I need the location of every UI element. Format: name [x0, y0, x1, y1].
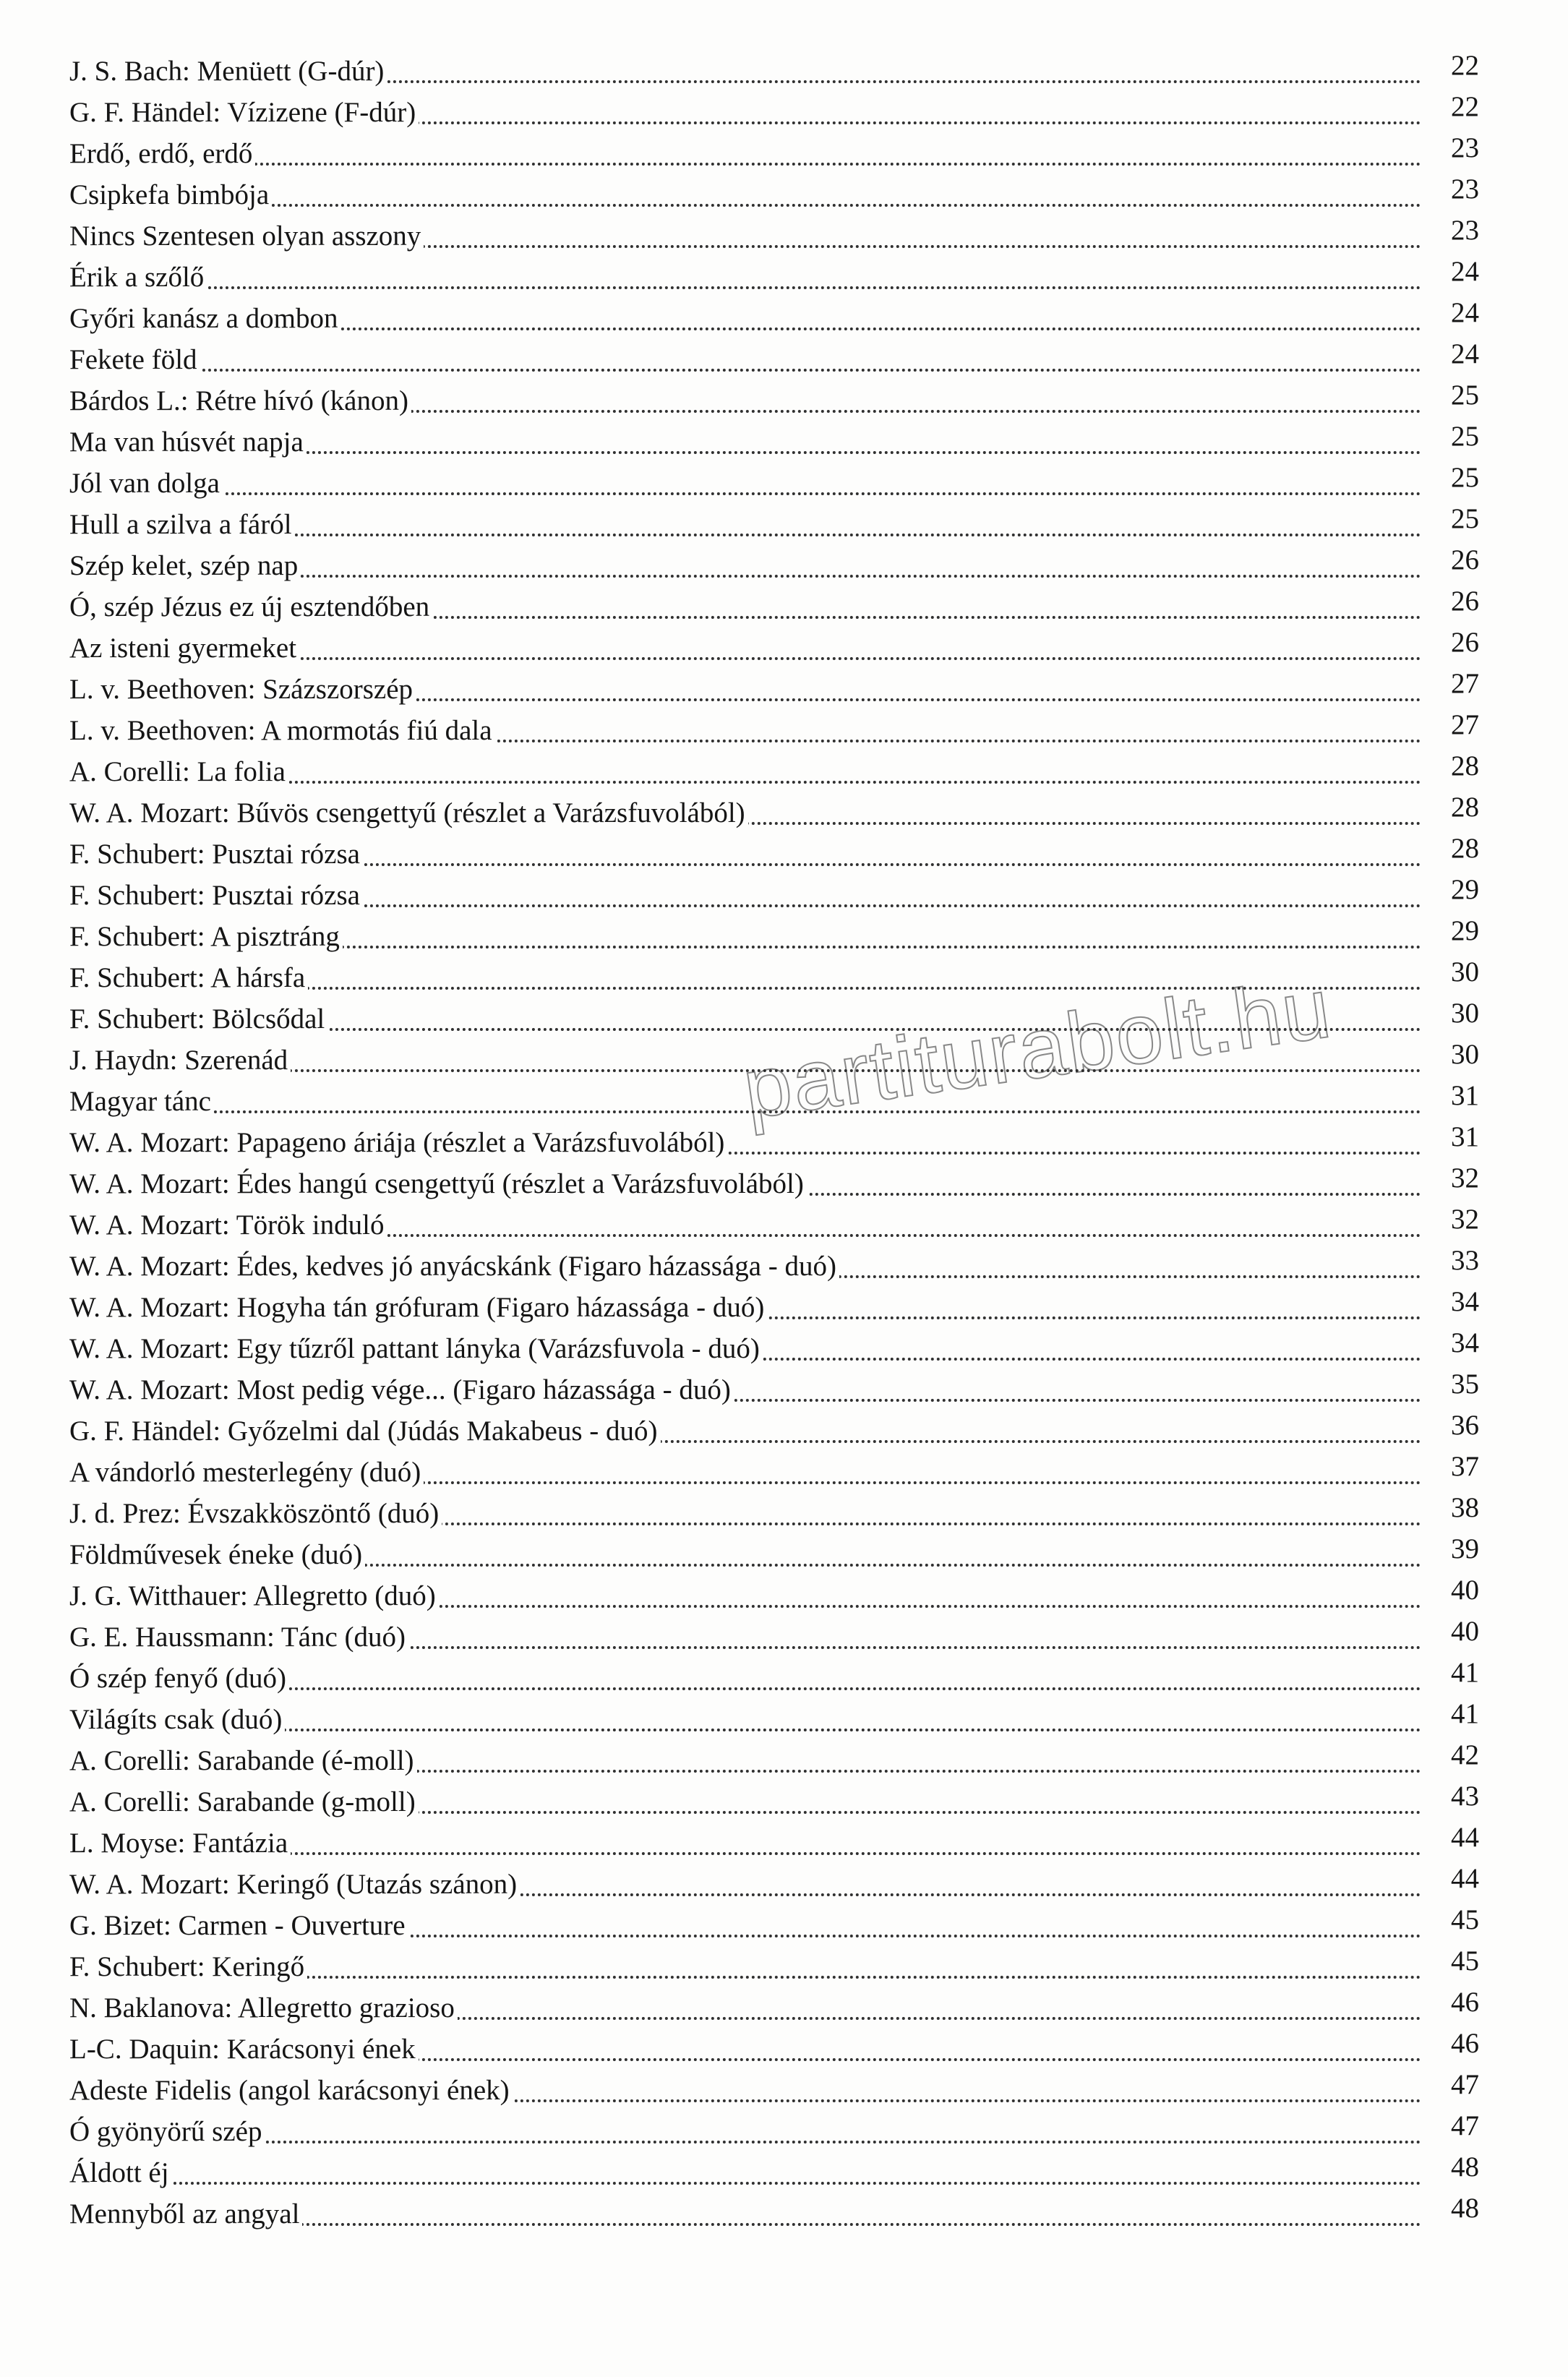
- toc-entry-page-number: 25: [1424, 498, 1479, 539]
- toc-entry-page-number: 23: [1424, 210, 1479, 251]
- toc-entry: [69, 628, 1479, 669]
- toc-entry-title: J. d. Prez: Évszakköszöntő (duó): [69, 1493, 442, 1534]
- toc-entry-page-number: 25: [1424, 457, 1479, 498]
- toc-entry: [69, 751, 1479, 792]
- toc-entry-title: L. v. Beethoven: Százszorszép: [69, 669, 416, 710]
- toc-entry: [69, 298, 1479, 339]
- toc-entry-page-number: 22: [1424, 86, 1479, 127]
- toc-entry-page-number: 26: [1424, 581, 1479, 622]
- toc-entry: [69, 1987, 1479, 2029]
- toc-entry-page-number: 45: [1424, 1899, 1479, 1940]
- toc-entry-title: Magyar tánc: [69, 1081, 214, 1122]
- toc-entry-page-number: 24: [1424, 251, 1479, 292]
- toc-entry-page-number: 23: [1424, 127, 1479, 168]
- toc-entry: [69, 1864, 1479, 1905]
- toc-entry-page-number: 44: [1424, 1858, 1479, 1899]
- toc-entry-page-number: 25: [1424, 416, 1479, 457]
- toc-entry: [69, 133, 1479, 174]
- toc-entry-page-number: 34: [1424, 1281, 1479, 1322]
- toc-entry: [69, 2193, 1479, 2235]
- toc-entry-title: G. Bizet: Carmen - Ouverture: [69, 1905, 408, 1946]
- toc-entry-title: G. F. Händel: Győzelmi dal (Júdás Makabeus - duó): [69, 1410, 661, 1452]
- toc-entry: [69, 2111, 1479, 2152]
- dot-leader: [69, 286, 1421, 289]
- toc-entry-title: W. A. Mozart: Egy tűzről pattant lányka (Varázsfuvola - duó): [69, 1328, 763, 1369]
- toc-entry-title: A. Corelli: Sarabande (g-moll): [69, 1781, 419, 1823]
- toc-entry-title: Fekete föld: [69, 339, 200, 380]
- toc-entry-title: J. Haydn: Szerenád: [69, 1040, 291, 1081]
- toc-entry-title: Áldott éj: [69, 2152, 172, 2193]
- toc-entry: [69, 463, 1479, 504]
- toc-entry-title: F. Schubert: Bölcsődal: [69, 998, 327, 1040]
- toc-entry: [69, 504, 1479, 545]
- dot-leader: [69, 204, 1421, 207]
- toc-entry-page-number: 30: [1424, 993, 1479, 1034]
- toc-entry-page-number: 36: [1424, 1405, 1479, 1446]
- toc-entry-title: A. Corelli: Sarabande (é-moll): [69, 1740, 417, 1781]
- toc-entry-title: W. A. Mozart: Hogyha tán grófuram (Figaro házassága - duó): [69, 1287, 767, 1328]
- toc-entry-title: Ó gyönyörű szép: [69, 2111, 265, 2152]
- toc-entry-title: Világíts csak (duó): [69, 1699, 285, 1740]
- toc-entry-title: L. v. Beethoven: A mormotás fiú dala: [69, 710, 495, 751]
- toc-entry-page-number: 46: [1424, 1982, 1479, 2023]
- toc-entry-title: J. S. Bach: Menüett (G-dúr): [69, 51, 387, 92]
- toc-entry-page-number: 24: [1424, 333, 1479, 374]
- toc-entry: [69, 1699, 1479, 1740]
- toc-entry-page-number: 41: [1424, 1652, 1479, 1693]
- toc-entry-title: W. A. Mozart: Édes, kedves jó anyácskánk (Figaro házassága - duó): [69, 1246, 839, 1287]
- toc-entry-page-number: 27: [1424, 663, 1479, 704]
- toc-entry-page-number: 42: [1424, 1734, 1479, 1776]
- toc-entry-title: Ma van húsvét napja: [69, 421, 307, 463]
- toc-entry: [69, 586, 1479, 628]
- table-of-contents: [69, 51, 1479, 2235]
- toc-entry: [69, 1204, 1479, 1246]
- toc-entry-page-number: 30: [1424, 951, 1479, 993]
- toc-entry-page-number: 34: [1424, 1322, 1479, 1363]
- toc-entry-page-number: 29: [1424, 910, 1479, 951]
- toc-entry-page-number: 27: [1424, 704, 1479, 745]
- toc-entry-page-number: 26: [1424, 539, 1479, 581]
- toc-entry-title: W. A. Mozart: Bűvös csengettyű (részlet a Varázsfuvolából): [69, 792, 748, 834]
- toc-entry: [69, 710, 1479, 751]
- toc-entry: [69, 1658, 1479, 1699]
- toc-entry-page-number: 37: [1424, 1446, 1479, 1487]
- toc-entry-title: Mennyből az angyal: [69, 2193, 302, 2235]
- toc-entry: [69, 669, 1479, 710]
- toc-entry-page-number: 38: [1424, 1487, 1479, 1528]
- toc-entry-page-number: 33: [1424, 1240, 1479, 1281]
- toc-entry-page-number: 47: [1424, 2064, 1479, 2105]
- toc-entry-title: F. Schubert: Pusztai rózsa: [69, 834, 363, 875]
- toc-entry-title: Hull a szilva a fáról: [69, 504, 295, 545]
- toc-entry: [69, 1823, 1479, 1864]
- toc-entry: [69, 1369, 1479, 1410]
- toc-entry: [69, 1534, 1479, 1575]
- toc-entry-page-number: 32: [1424, 1199, 1479, 1240]
- dot-leader: [69, 1110, 1421, 1113]
- watermark-text: partiturabolt.hu: [737, 959, 1337, 1137]
- toc-entry-page-number: 40: [1424, 1611, 1479, 1652]
- toc-entry-page-number: 30: [1424, 1034, 1479, 1075]
- toc-entry: [69, 545, 1479, 586]
- toc-entry-page-number: 28: [1424, 787, 1479, 828]
- toc-entry-title: Győri kanász a dombon: [69, 298, 341, 339]
- toc-entry: [69, 1946, 1479, 1987]
- dot-leader: [69, 492, 1421, 495]
- toc-entry-title: A. Corelli: La folia: [69, 751, 288, 792]
- dot-leader: [69, 369, 1421, 372]
- toc-entry: [69, 1905, 1479, 1946]
- toc-entry: [69, 339, 1479, 380]
- toc-entry: [69, 1575, 1479, 1616]
- toc-entry-page-number: 28: [1424, 828, 1479, 869]
- toc-entry-page-number: 31: [1424, 1075, 1479, 1116]
- toc-entry: [69, 1163, 1479, 1204]
- toc-entry-page-number: 44: [1424, 1817, 1479, 1858]
- toc-entry: [69, 1328, 1479, 1369]
- toc-entry-title: F. Schubert: Keringő: [69, 1946, 307, 1987]
- toc-entry: [69, 834, 1479, 875]
- toc-entry-page-number: 22: [1424, 45, 1479, 86]
- toc-entry-title: N. Baklanova: Allegretto grazioso: [69, 1987, 458, 2029]
- toc-entry: [69, 2070, 1479, 2111]
- toc-entry-page-number: 39: [1424, 1528, 1479, 1569]
- toc-entry-title: Erdő, erdő, erdő: [69, 133, 255, 174]
- toc-entry-title: Szép kelet, szép nap: [69, 545, 301, 586]
- toc-entry: [69, 257, 1479, 298]
- toc-entry: [69, 2152, 1479, 2193]
- toc-entry-title: F. Schubert: A pisztráng: [69, 916, 343, 957]
- toc-entry-title: Földművesek éneke (duó): [69, 1534, 365, 1575]
- toc-entry: [69, 2029, 1479, 2070]
- toc-entry-page-number: 32: [1424, 1157, 1479, 1199]
- toc-entry: [69, 215, 1479, 257]
- toc-entry-title: W. A. Mozart: Most pedig vége... (Figaro házassága - duó): [69, 1369, 734, 1410]
- toc-entry-title: Csipkefa bimbója: [69, 174, 272, 215]
- toc-entry-page-number: 47: [1424, 2105, 1479, 2146]
- toc-entry-page-number: 43: [1424, 1776, 1479, 1817]
- toc-entry-page-number: 46: [1424, 2023, 1479, 2064]
- toc-entry: [69, 174, 1479, 215]
- toc-entry-title: Bárdos L.: Rétre hívó (kánon): [69, 380, 411, 421]
- toc-entry-page-number: 29: [1424, 869, 1479, 910]
- toc-entry-title: Nincs Szentesen olyan asszony: [69, 215, 424, 257]
- toc-entry-title: Adeste Fidelis (angol karácsonyi ének): [69, 2070, 513, 2111]
- toc-entry: [69, 792, 1479, 834]
- toc-entry: [69, 92, 1479, 133]
- toc-entry: [69, 1781, 1479, 1823]
- toc-entry-title: Az isteni gyermeket: [69, 628, 299, 669]
- toc-entry: [69, 1287, 1479, 1328]
- toc-entry-page-number: 28: [1424, 745, 1479, 787]
- toc-entry: [69, 998, 1479, 1040]
- toc-entry-title: Érik a szőlő: [69, 257, 207, 298]
- toc-entry: [69, 1493, 1479, 1534]
- toc-entry-title: W. A. Mozart: Keringő (Utazás szánon): [69, 1864, 520, 1905]
- toc-entry: [69, 1452, 1479, 1493]
- dot-leader: [69, 2141, 1421, 2143]
- toc-entry-page-number: 40: [1424, 1569, 1479, 1611]
- toc-entry-page-number: 48: [1424, 2188, 1479, 2229]
- toc-entry-page-number: 26: [1424, 622, 1479, 663]
- toc-entry: [69, 380, 1479, 421]
- toc-entry: [69, 875, 1479, 916]
- toc-entry-title: W. A. Mozart: Török induló: [69, 1204, 387, 1246]
- toc-entry-title: J. G. Witthauer: Allegretto (duó): [69, 1575, 439, 1616]
- toc-entry-title: L. Moyse: Fantázia: [69, 1823, 291, 1864]
- toc-entry-title: W. A. Mozart: Édes hangú csengettyű (részlet a Varázsfuvolából): [69, 1163, 807, 1204]
- toc-entry-title: F. Schubert: A hársfa: [69, 957, 308, 998]
- toc-entry-title: A vándorló mesterlegény (duó): [69, 1452, 424, 1493]
- toc-entry-title: Ó szép fenyő (duó): [69, 1658, 289, 1699]
- toc-entry-page-number: 31: [1424, 1116, 1479, 1157]
- toc-entry-title: L-C. Daquin: Karácsonyi ének: [69, 2029, 419, 2070]
- toc-entry: [69, 51, 1479, 92]
- toc-entry-title: Jól van dolga: [69, 463, 223, 504]
- toc-entry: [69, 916, 1479, 957]
- toc-entry: [69, 421, 1479, 463]
- toc-entry-title: Ó, szép Jézus ez új esztendőben: [69, 586, 432, 628]
- toc-entry: [69, 1616, 1479, 1658]
- toc-entry: [69, 1122, 1479, 1163]
- toc-entry: [69, 1081, 1479, 1122]
- toc-entry: [69, 1740, 1479, 1781]
- toc-entry-page-number: 45: [1424, 1940, 1479, 1982]
- toc-entry-title: G. F. Händel: Vízizene (F-dúr): [69, 92, 419, 133]
- toc-entry-title: W. A. Mozart: Papageno áriája (részlet a Varázsfuvolából): [69, 1122, 727, 1163]
- toc-entry: [69, 1246, 1479, 1287]
- dot-leader: [69, 163, 1421, 166]
- toc-entry-page-number: 41: [1424, 1693, 1479, 1734]
- toc-entry-title: G. E. Haussmann: Tánc (duó): [69, 1616, 408, 1658]
- toc-entry: [69, 957, 1479, 998]
- toc-entry-page-number: 24: [1424, 292, 1479, 333]
- toc-entry-page-number: 48: [1424, 2146, 1479, 2188]
- toc-entry: [69, 1410, 1479, 1452]
- toc-entry-page-number: 25: [1424, 374, 1479, 416]
- toc-entry: [69, 1040, 1479, 1081]
- toc-entry-title: F. Schubert: Pusztai rózsa: [69, 875, 363, 916]
- toc-entry-page-number: 35: [1424, 1363, 1479, 1405]
- toc-entry-page-number: 23: [1424, 168, 1479, 210]
- dot-leader: [69, 2182, 1421, 2185]
